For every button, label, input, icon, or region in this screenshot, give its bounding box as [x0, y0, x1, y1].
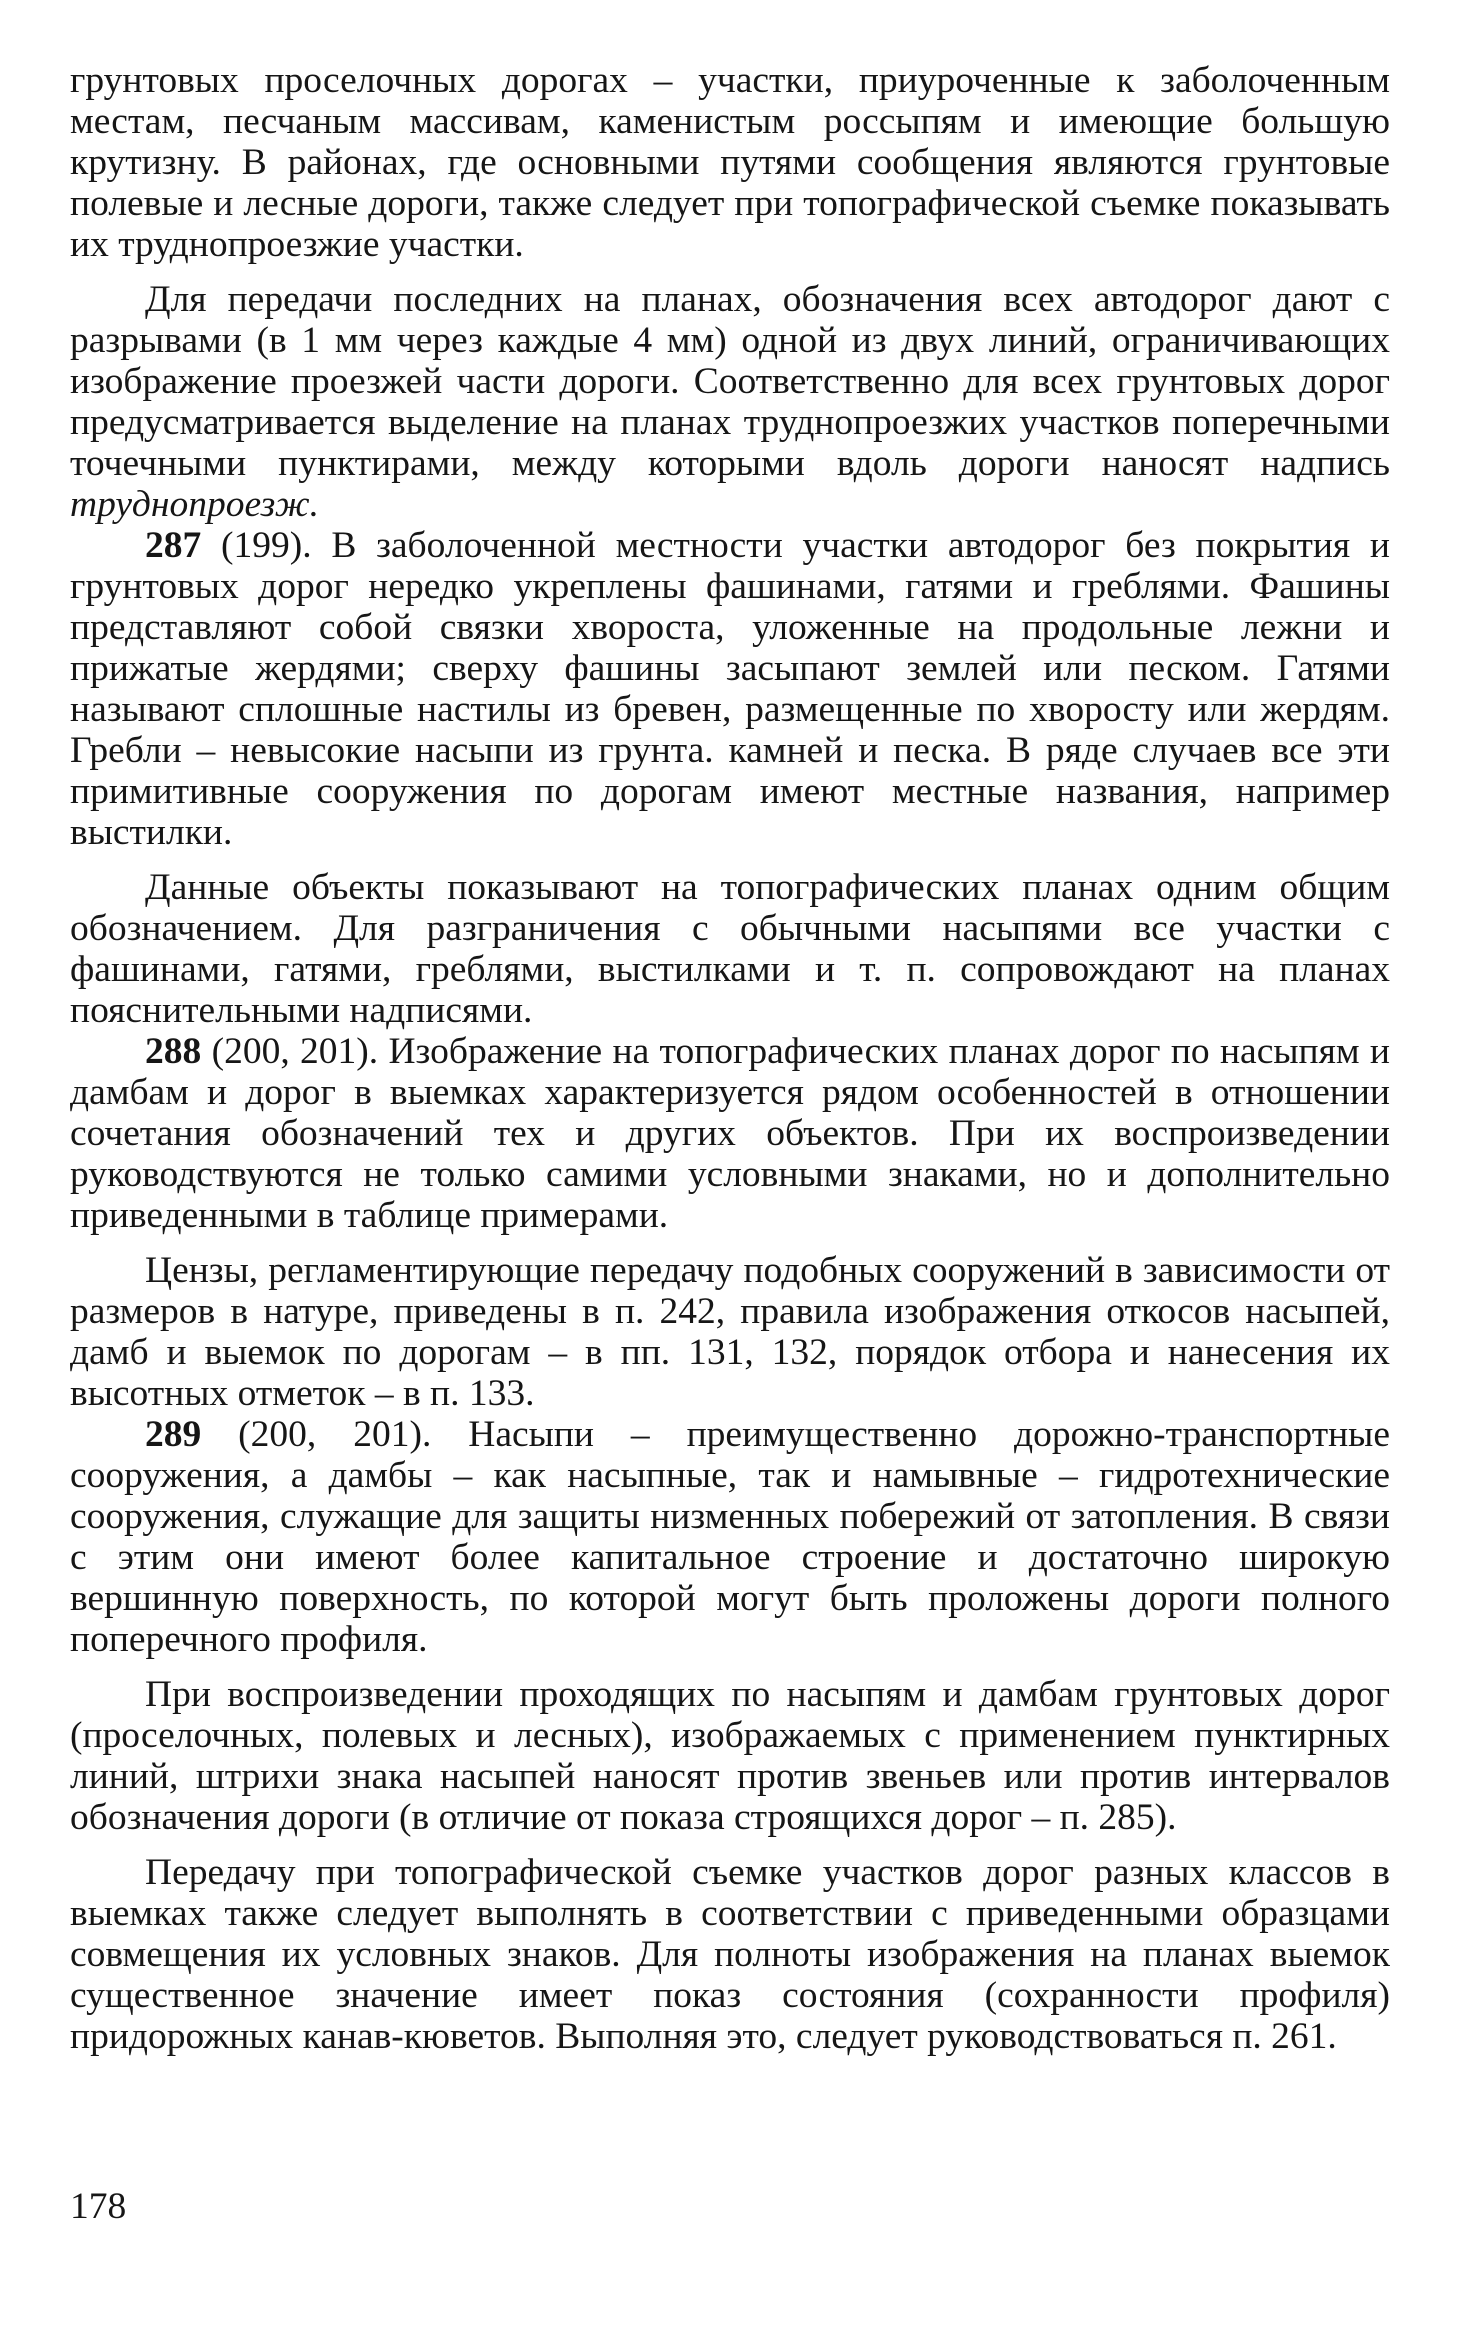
- paragraph-2-italic-term: труднопроезж.: [70, 484, 319, 525]
- paragraph-6: [70, 1250, 1390, 1414]
- paragraph-8: [70, 1674, 1390, 1838]
- paragraph-7-text: (200, 201). Насыпи – преимущественно дорожно-транспортные сооружения, а дамбы – как насыпные, так и намывные – гидротехнические сооружения, служащие для защиты низменных побережий от затопления. В связи с этим они имеют более капитальное строение и достаточно широкую вершинную поверхность, по которой могут быть проложены дороги полного поперечного профиля.: [70, 1414, 1390, 1660]
- paragraph-4-text: Данные объекты показывают на топографических планах одним общим обозначением. Для разграничения с обычными насыпями все участки с фашинами, гатями, греблями, выстилками и т. п. сопровождают на планах пояснительными надписями.: [70, 867, 1390, 1031]
- page-body: [70, 60, 1390, 2057]
- page-number: 178: [70, 2186, 127, 2227]
- paragraph-3-text: (199). В заболоченной местности участки автодорог без покрытия и грунтовых дорог нередко укреплены фашинами, гатями и греблями. Фашины представляют собой связки хвороста, уложенные на продольные лежни и прижатые жердями; сверху фашины засыпают землей или песком. Гатями называют сплошные настилы из бревен, размещенные по хворосту или жердям. Гребли – невысокие насыпи из грунта. камней и песка. В ряде случаев все эти примитивные сооружения по дорогам имеют местные названия, например выстилки.: [70, 525, 1390, 853]
- paragraph-7-item-289: [70, 1414, 1390, 1660]
- item-number-287: 287: [145, 525, 202, 566]
- paragraph-5-item-288: [70, 1031, 1390, 1236]
- paragraph-2-text: Для передачи последних на планах, обозначения всех автодорог дают с разрывами (в 1 мм через каждые 4 мм) одной из двух линий, ограничивающих изображение проезжей части дороги. Соответственно для всех грунтовых дорог предусматривается выделение на планах труднопроезжих участков поперечными точечными пунктирами, между которыми вдоль дороги наносят надпись: [70, 279, 1390, 484]
- paragraph-5-text: (200, 201). Изображение на топографических планах дорог по насыпям и дамбам и дорог в выемках характеризуется рядом особенностей в отношении сочетания обозначений тех и других объектов. При их воспроизведении руководствуются не только самими условными знаками, но и дополнительно приведенными в таблице примерами.: [70, 1031, 1390, 1236]
- paragraph-9-text: Передачу при топографической съемке участков дорог разных классов в выемках также следует выполнять в соответствии с приведенными образцами совмещения их условных знаков. Для полноты изображения на планах выемок существенное значение имеет показ состояния (сохранности профиля) придорожных канав-кюветов. Выполняя это, следует руководствоваться п. 261.: [70, 1852, 1390, 2057]
- paragraph-1-text: грунтовых проселочных дорогах – участки, приуроченные к заболоченным местам, песчаным массивам, каменистым россыпям и имеющие большую крутизну. В районах, где основными путями сообщения являются грунтовые полевые и лесные дороги, также следует при топографической съемке показывать их труднопроезжие участки.: [70, 60, 1390, 265]
- paragraph-4: [70, 867, 1390, 1031]
- paragraph-6-text: Цензы, регламентирующие передачу подобных сооружений в зависимости от размеров в натуре, приведены в п. 242, правила изображения откосов насыпей, дамб и выемок по дорогам – в пп. 131, 132, порядок отбора и нанесения их высотных отметок – в п. 133.: [70, 1250, 1390, 1414]
- paragraph-2: [70, 279, 1390, 525]
- paragraph-1: [70, 60, 1390, 265]
- item-number-288: 288: [145, 1031, 202, 1072]
- paragraph-3-item-287: [70, 525, 1390, 853]
- paragraph-9: [70, 1852, 1390, 2057]
- item-number-289: 289: [145, 1414, 202, 1455]
- paragraph-8-text: При воспроизведении проходящих по насыпям и дамбам грунтовых дорог (проселочных, полевых и лесных), изображаемых с применением пунктирных линий, штрихи знака насыпей наносят против звеньев или против интервалов обозначения дороги (в отличие от показа строящихся дорог – п. 285).: [70, 1674, 1390, 1838]
